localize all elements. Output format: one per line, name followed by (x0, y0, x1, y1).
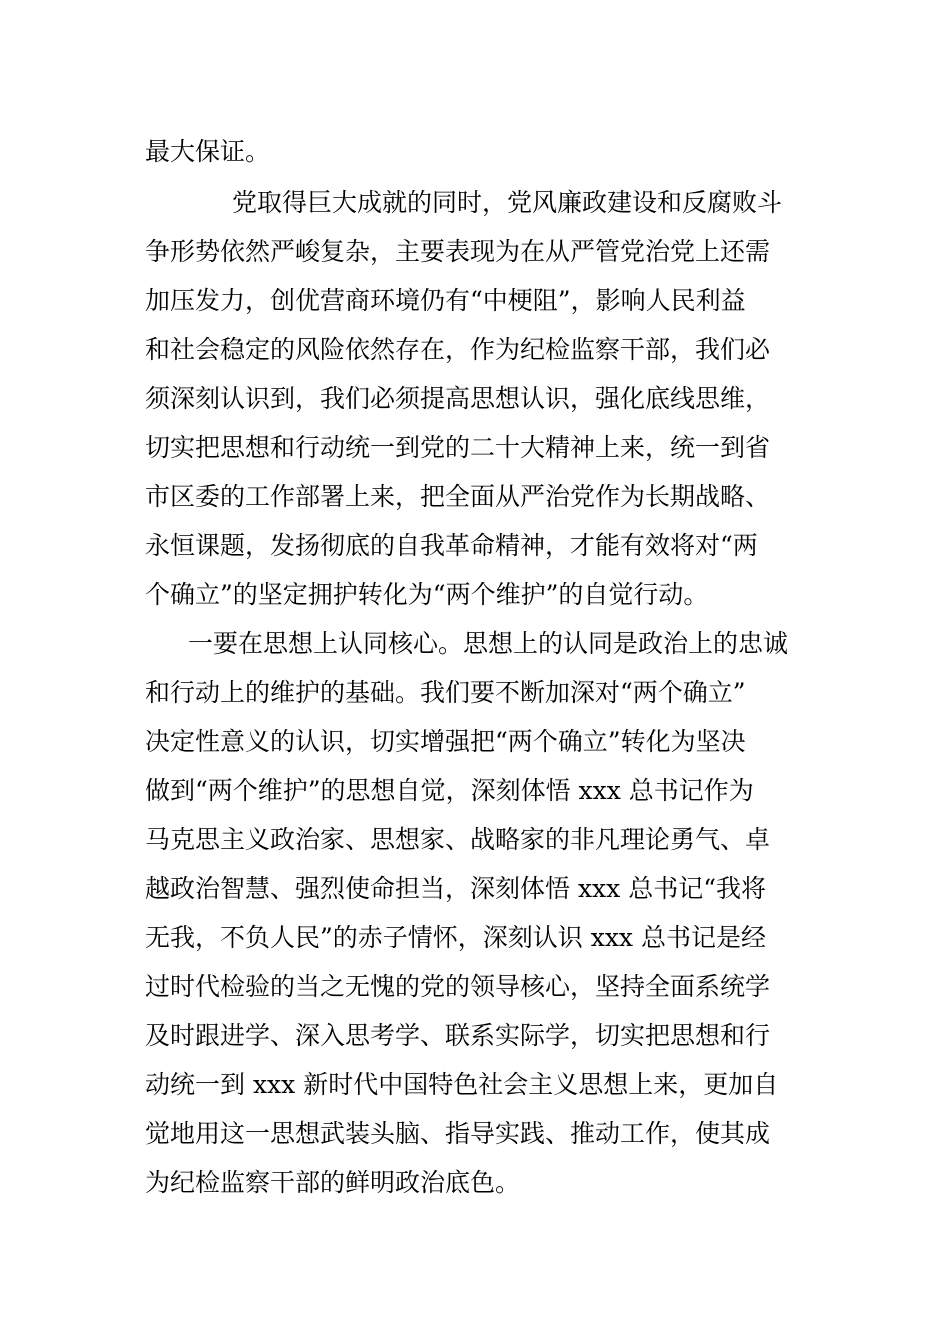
paragraph-line: 马克思主义政治家、思想家、战略家的非凡理论勇气、卓 (145, 825, 771, 854)
paragraph-line: 切实把思想和行动统一到党的二十大精神上来，统一到省 (145, 433, 771, 462)
paragraph-line: 觉地用这一思想武装头脑、指导实践、推动工作，使其成 (145, 1119, 771, 1148)
paragraph-line: 永恒课题，发扬彻底的自我革命精神，才能有效将对“两 (145, 531, 758, 560)
paragraph-line: 争形势依然严峻复杂，主要表现为在从严管党治党上还需 (145, 237, 771, 266)
paragraph-line: 为纪检监察干部的鲜明政治底色。 (145, 1168, 521, 1197)
paragraph-line: 决定性意义的认识，切实增强把“两个确立”转化为坚决 (145, 727, 746, 756)
paragraph-line: 个确立”的坚定拥护转化为“两个维护”的自觉行动。 (145, 580, 709, 609)
paragraph-line: 动统一到 xxx 新时代中国特色社会主义思想上来，更加自 (145, 1070, 779, 1099)
paragraph-line: 及时跟进学、深入思考学、联系实际学，切实把思想和行 (145, 1021, 771, 1050)
paragraph-line: 和社会稳定的风险依然存在，作为纪检监察干部，我们必 (145, 335, 771, 364)
paragraph-line: 最大保证。 (145, 137, 271, 166)
paragraph-line: 越政治智慧、强烈使命担当，深刻体悟 xxx 总书记“我将 (145, 874, 766, 903)
paragraph-line: 党取得巨大成就的同时，党风廉政建设和反腐败斗 (232, 188, 783, 217)
paragraph-line: 无我，不负人民”的赤子情怀，深刻认识 xxx 总书记是经 (145, 923, 766, 952)
paragraph-line: 市区委的工作部署上来，把全面从严治党作为长期战略、 (145, 482, 771, 511)
paragraph-line: 须深刻认识到，我们必须提高思想认识，强化底线思维， (145, 384, 771, 413)
paragraph-line: 和行动上的维护的基础。我们要不断加深对“两个确立” (145, 678, 746, 707)
paragraph-line: 做到“两个维护”的思想自觉，深刻体悟 xxx 总书记作为 (145, 776, 754, 805)
paragraph-line: 加压发力，创优营商环境仍有“中梗阻”，影响人民利益 (145, 286, 746, 315)
paragraph-line: 一要在思想上认同核心。思想上的认同是政治上的忠诚 (188, 629, 789, 658)
paragraph-line: 过时代检验的当之无愧的党的领导核心，坚持全面系统学 (145, 972, 771, 1001)
